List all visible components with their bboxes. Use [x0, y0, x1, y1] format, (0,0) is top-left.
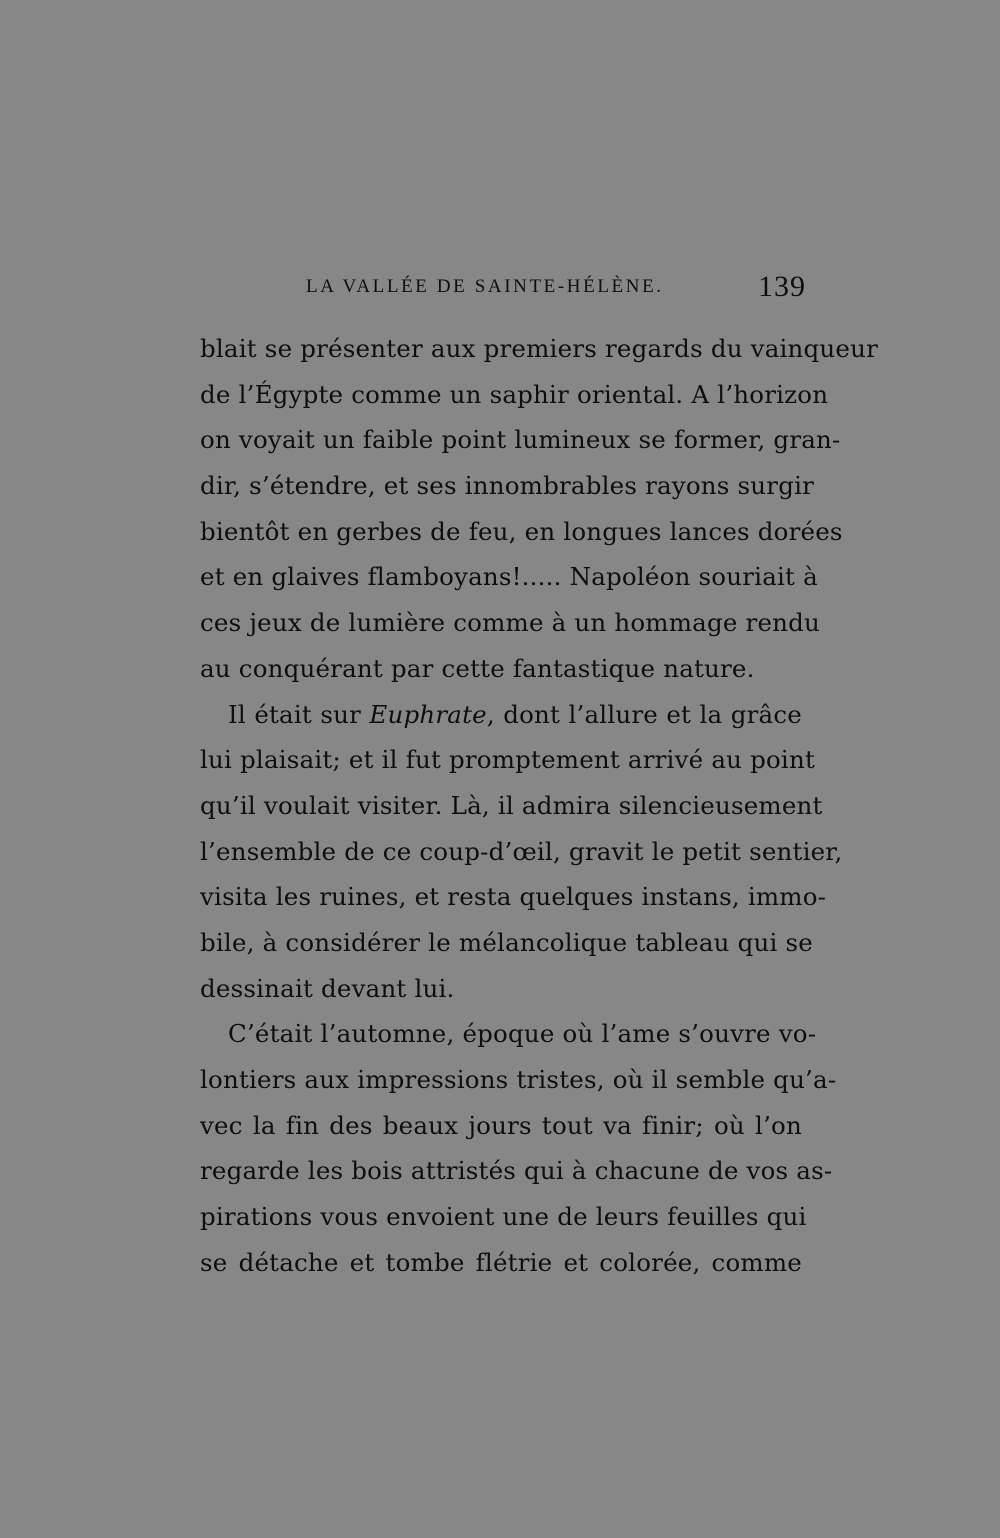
text-line: ces jeux de lumière comme à un hommage rendu — [200, 608, 820, 638]
text-line: lui plaisait; et il fut promptement arrivé au point — [200, 745, 815, 775]
text-line: lontiers aux impressions tristes, où il semble qu’a- — [200, 1065, 837, 1094]
body-text — [200, 326, 878, 1285]
italic-ship-name: Euphrate — [369, 699, 487, 729]
text-line: blait se présenter aux premiers regards du vainqueur — [200, 334, 878, 363]
text-line: vec la fin des beaux jours tout va finir; où l’on — [200, 1110, 802, 1140]
text-line: dir, s’étendre, et ses innombrables rayons surgir — [200, 471, 815, 501]
text-line: bientôt en gerbes de feu, en longues lances dorées — [200, 516, 843, 546]
text-line: on voyait un faible point lumineux se former, gran- — [200, 425, 841, 455]
running-head — [306, 270, 806, 306]
text-line: au conquérant par cette fantastique nature. — [200, 653, 755, 683]
text-fragment: , dont l’allure et la grâce — [486, 699, 802, 729]
text-line-with-italic — [200, 692, 802, 738]
text-line: pirations vous envoient une de leurs feuilles qui — [200, 1202, 807, 1232]
text-line: de l’Égypte comme un saphir oriental. A l’horizon — [200, 379, 829, 409]
text-line: l’ensemble de ce coup-d’œil, gravit le petit sentier, — [200, 836, 843, 866]
page-number: 139 — [758, 270, 806, 303]
text-line: C’était l’automne, époque où l’ame s’ouvre vo- — [228, 1019, 817, 1049]
text-line: bile, à considérer le mélancolique tableau qui se — [200, 927, 813, 957]
text-line: et en glaives flamboyans!..... Napoléon souriait à — [200, 562, 818, 592]
text-fragment: Il était sur — [228, 699, 370, 729]
text-line: regarde les bois attristés qui à chacune de vos as- — [200, 1156, 833, 1186]
text-line: dessinait devant lui. — [200, 973, 455, 1003]
text-line: se détache et tombe flétrie et colorée, comme — [200, 1247, 802, 1277]
text-line: qu’il voulait visiter. Là, il admira silencieusement — [200, 790, 823, 820]
text-line: visita les ruines, et resta quelques instans, immo- — [200, 882, 827, 912]
running-title: LA VALLÉE DE SAINTE-HÉLÈNE. — [306, 276, 664, 297]
